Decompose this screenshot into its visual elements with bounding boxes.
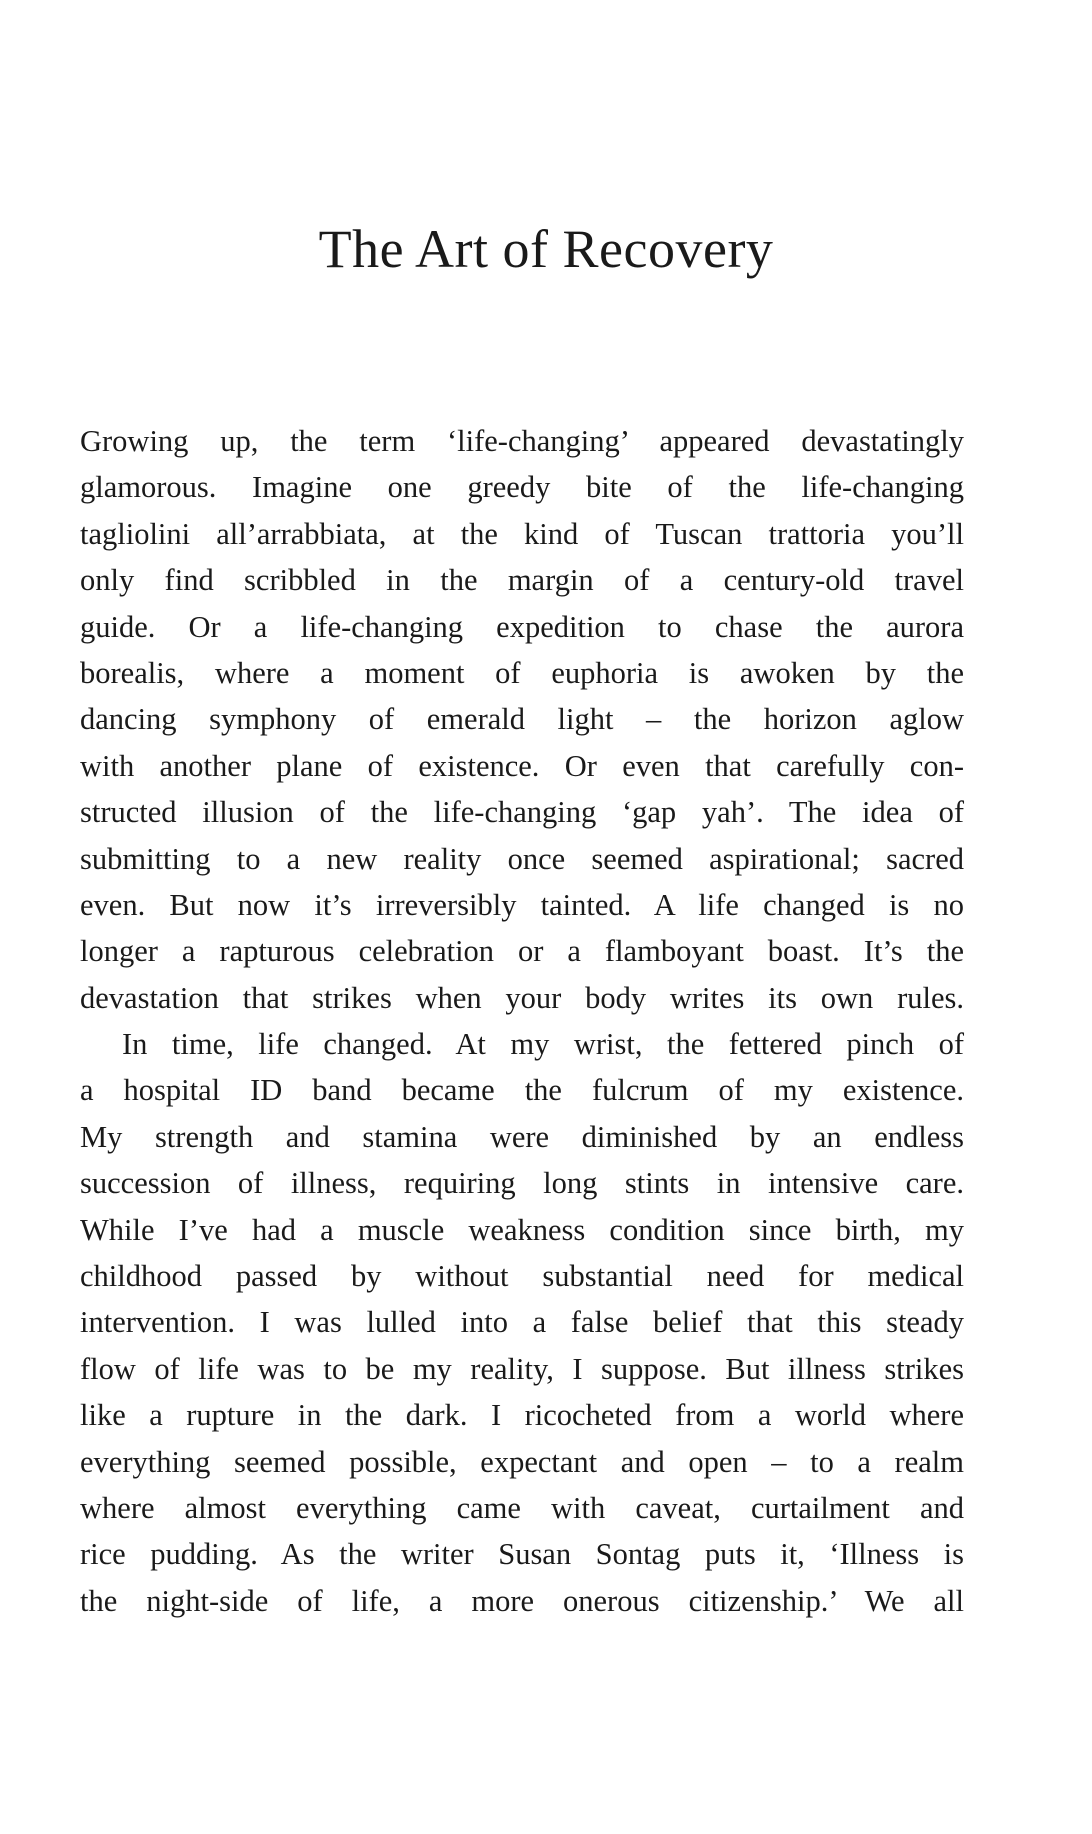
text-line: My strength and stamina were diminished by an endless [80, 1119, 964, 1154]
text-line: dancing symphony of emerald light – the horizon aglow [80, 702, 964, 737]
text-line: flow of life was to be my reality, I suppose. But illness strikes [80, 1351, 964, 1386]
text-line: everything seemed possible, expectant and open – to a realm [80, 1444, 964, 1479]
text-line: borealis, where a moment of euphoria is awoken by the [80, 655, 964, 690]
text-line: tagliolini all’arrabbiata, at the kind of Tuscan trattoria you’ll [80, 516, 964, 551]
text-line: succession of illness, requiring long stints in intensive care. [80, 1166, 964, 1201]
text-line: In time, life changed. At my wrist, the fettered pinch of [122, 1027, 964, 1062]
text-line: where almost everything came with caveat, curtailment and [80, 1490, 964, 1525]
chapter-body [80, 418, 964, 1624]
text-line: rice pudding. As the writer Susan Sontag puts it, ‘Illness is [80, 1537, 964, 1572]
text-line: Growing up, the term ‘life-changing’ appeared devastatingly [80, 424, 964, 458]
text-line: even. But now it’s irreversibly tainted. A life changed is no [80, 887, 964, 922]
text-line: intervention. I was lulled into a false belief that this steady [80, 1305, 964, 1340]
text-line: a hospital ID band became the fulcrum of my existence. [80, 1073, 964, 1108]
text-line: While I’ve had a muscle weakness condition since birth, my [80, 1212, 964, 1247]
text-line: like a rupture in the dark. I ricocheted from a world where [80, 1398, 964, 1433]
text-line: devastation that strikes when your body writes its own rules. [80, 980, 964, 1015]
text-line: glamorous. Imagine one greedy bite of the life-changing [80, 470, 964, 505]
text-line: with another plane of existence. Or even that carefully con- [80, 748, 964, 783]
text-line: the night-side of life, a more onerous citizenship.’ We all [80, 1583, 964, 1618]
chapter-title: The Art of Recovery [318, 219, 774, 279]
text-line: submitting to a new reality once seemed aspirational; sacred [80, 841, 964, 876]
text-line: guide. Or a life-changing expedition to chase the aurora [80, 609, 964, 644]
text-line: structed illusion of the life-changing ‘gap yah’. The idea of [80, 795, 964, 830]
text-line: only find scribbled in the margin of a century-old travel [80, 563, 964, 598]
text-line: longer a rapturous celebration or a flamboyant boast. It’s the [80, 934, 964, 969]
text-line: childhood passed by without substantial need for medical [80, 1259, 964, 1294]
